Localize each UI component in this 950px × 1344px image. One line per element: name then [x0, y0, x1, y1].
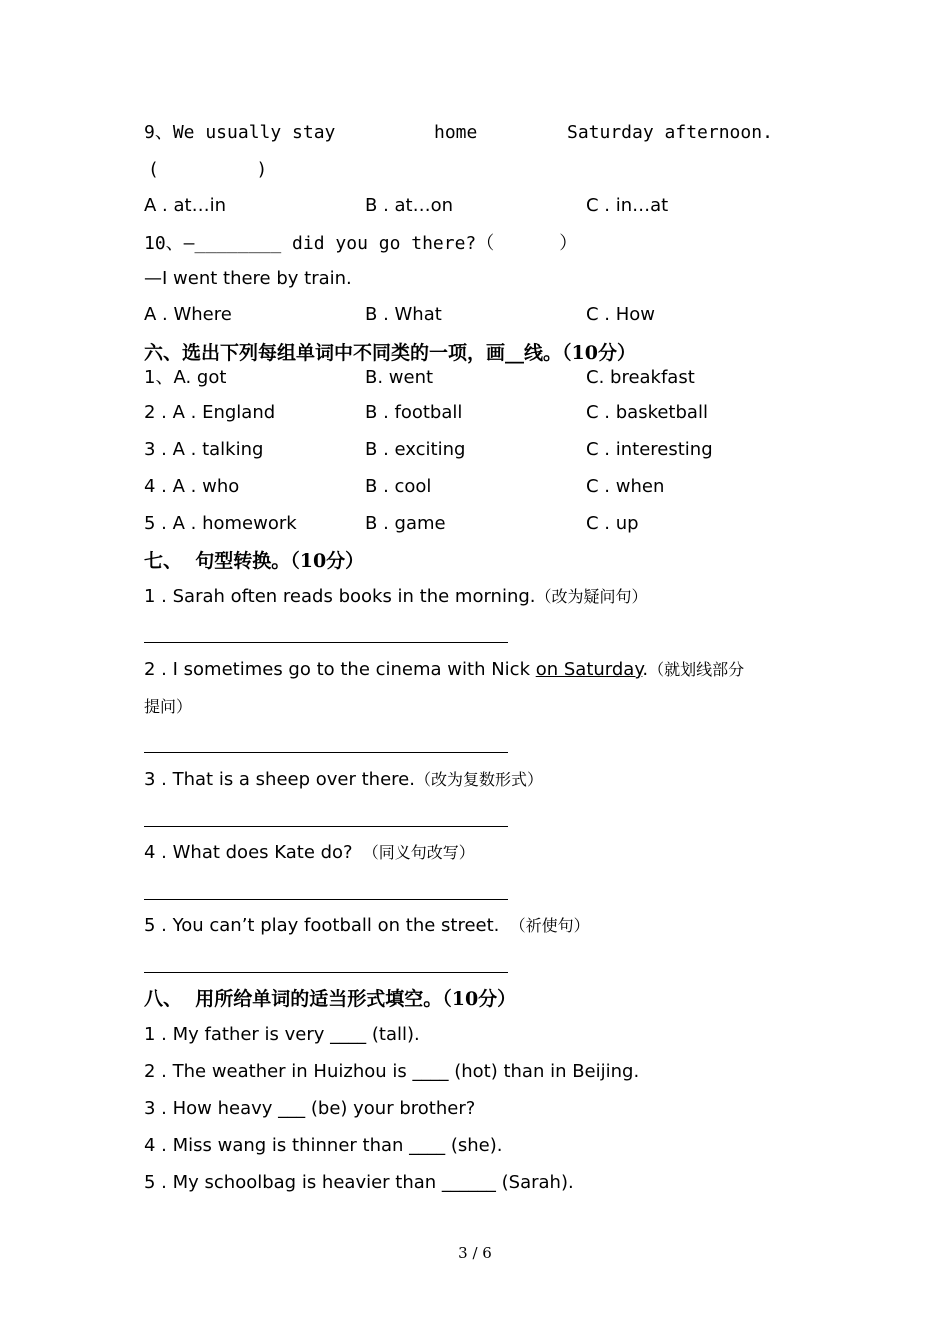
- section6-heading: 六、选出下列每组单词中不同类的一项，画__线。（10分）: [144, 342, 636, 364]
- s7-answer-line-1[interactable]: [144, 642, 508, 643]
- s8-item2: 2 . The weather in Huizhou is ____ (hot) than in Beijing.: [144, 1061, 640, 1082]
- s6-row3-b: B . exciting: [365, 439, 466, 460]
- s7-item3: [144, 768, 543, 792]
- s6-row1-a: 1、A. got: [144, 367, 227, 388]
- q9-option-c: C . in…at: [586, 195, 669, 216]
- s6-row4-b: B . cool: [365, 476, 432, 497]
- q9-answer-paren: ( ): [148, 159, 268, 180]
- q9-stem: [144, 121, 335, 145]
- s6-row5-c: C . up: [586, 513, 639, 534]
- q9-option-a: A . at…in: [144, 195, 226, 216]
- s6-row3-c: C . interesting: [586, 439, 713, 460]
- s6-row2-a: 2 . A . England: [144, 402, 276, 423]
- s6-row5-a: 5 . A . homework: [144, 513, 297, 534]
- s7-item2-period: .: [642, 659, 649, 680]
- q10-stem: 10、—________ did you go there?（ ）: [144, 233, 578, 254]
- s7-item1: [144, 585, 648, 609]
- s7-item2-text: 2 . I sometimes go to the cinema with Nick: [144, 659, 536, 680]
- s7-item2: [144, 658, 744, 682]
- page-number: 3 / 6: [458, 1244, 492, 1262]
- s7-item2-note: （就划线部分: [648, 660, 745, 679]
- q9-stem-mid: home: [434, 122, 478, 143]
- s6-row4-c: C . when: [586, 476, 665, 497]
- s7-item5: [144, 914, 590, 938]
- s7-answer-line-3[interactable]: [144, 826, 508, 827]
- s7-item4-note: （同义句改写）: [352, 843, 475, 862]
- section8-heading: 八、 用所给单词的适当形式填空。（10分）: [144, 988, 517, 1010]
- q10-option-a: A . Where: [144, 304, 232, 325]
- q10-answer: —I went there by train.: [144, 268, 352, 289]
- s7-item4-text: 4 . What does Kate do?: [144, 842, 353, 863]
- s7-item2-underlined: on Saturday: [535, 659, 643, 680]
- s6-row2-c: C . basketball: [586, 402, 708, 423]
- s7-item3-text: 3 . That is a sheep over there.: [144, 769, 415, 790]
- q10-option-b: B . What: [365, 304, 442, 325]
- s7-item5-text: 5 . You can’t play football on the street.: [144, 915, 500, 936]
- s7-item1-text: 1 . Sarah often reads books in the morning.: [144, 586, 536, 607]
- s6-row1-b: B. went: [365, 367, 434, 388]
- s7-answer-line-2[interactable]: [144, 752, 508, 753]
- s7-answer-line-4[interactable]: [144, 899, 508, 900]
- s6-row4-a: 4 . A . who: [144, 476, 240, 497]
- section7-heading: 七、 句型转换。（10分）: [144, 550, 365, 572]
- s7-item1-note: （改为疑问句）: [535, 587, 648, 606]
- q9-stem-end: Saturday afternoon.: [567, 122, 773, 143]
- s6-row2-b: B . football: [365, 402, 463, 423]
- q9-option-b: B . at…on: [365, 195, 454, 216]
- s6-row5-b: B . game: [365, 513, 446, 534]
- s8-item4: 4 . Miss wang is thinner than ____ (she).: [144, 1135, 503, 1156]
- s7-answer-line-5[interactable]: [144, 972, 508, 973]
- q10-option-c: C . How: [586, 304, 656, 325]
- s6-row1-c: C. breakfast: [586, 367, 695, 388]
- s7-item3-note: （改为复数形式）: [414, 770, 543, 789]
- s7-item5-note: （祈使句）: [499, 916, 590, 935]
- s6-row3-a: 3 . A . talking: [144, 439, 264, 460]
- s8-item1: 1 . My father is very ____ (tall).: [144, 1024, 420, 1045]
- s8-item5: 5 . My schoolbag is heavier than ______ (Sarah).: [144, 1172, 574, 1193]
- s7-item4: [144, 841, 475, 865]
- s7-item2-note-cont: 提问）: [144, 697, 193, 716]
- s8-item3: 3 . How heavy ___ (be) your brother?: [144, 1098, 476, 1119]
- q9-stem-part1: 9、We usually stay: [144, 122, 336, 143]
